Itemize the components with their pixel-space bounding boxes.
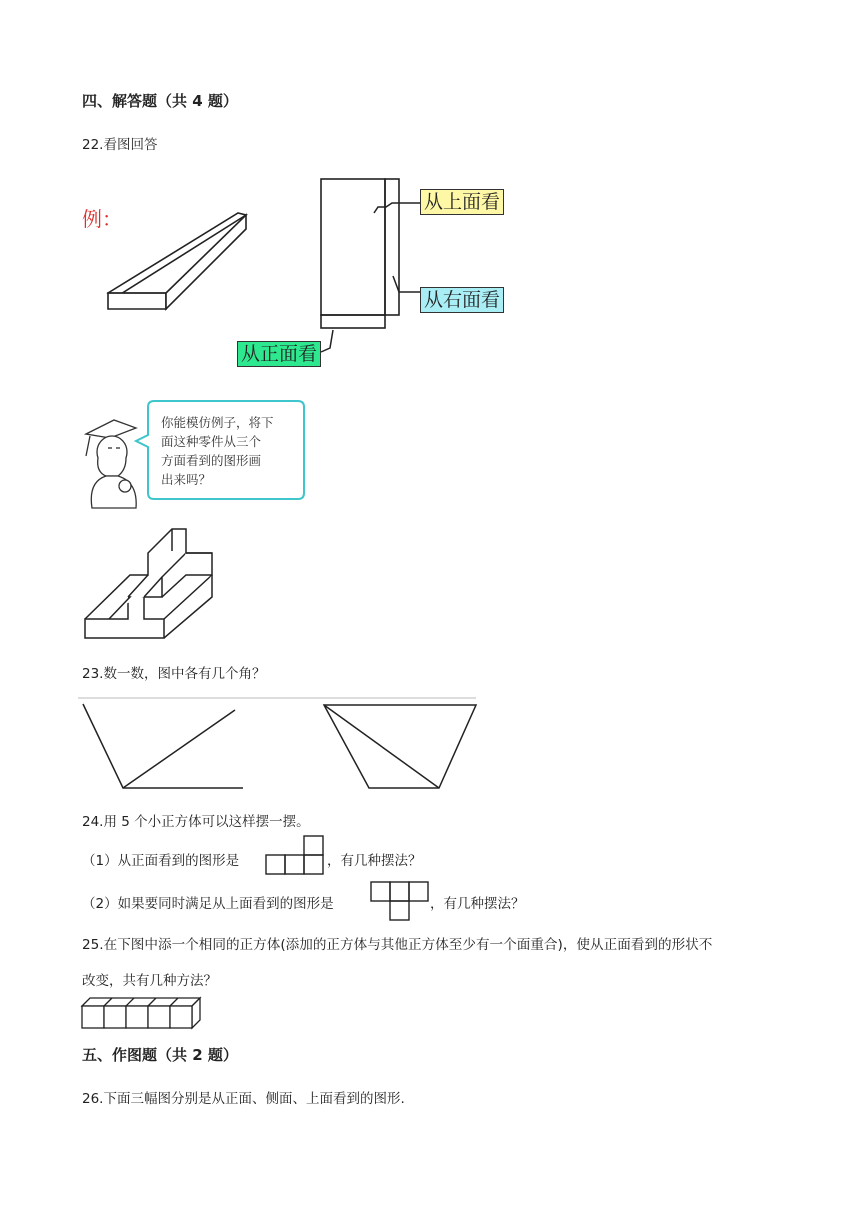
label-right-view (420, 287, 504, 313)
speech-line-2: 面这种零件从三个 (161, 434, 262, 449)
question-24-part-1-prefix: （1）从正面看到的图形是 (82, 853, 240, 869)
speech-line-3: 方面看到的图形画 (161, 453, 262, 468)
question-24-part-2-prefix: （2）如果要同时满足从上面看到的图形是 (82, 896, 334, 912)
speech-line-1: 你能模仿例子，将下 (161, 415, 274, 430)
front-view-small-grid (265, 834, 325, 876)
label-front-view-text: 从正面看 (241, 343, 318, 365)
question-25-line-1: 25.在下图中添一个相同的正方体(添加的正方体与其他正方体至少有一个面重合)，使从正面看到的形状不 (82, 937, 713, 953)
example-label: 例： (82, 207, 122, 231)
label-top-view-text: 从上面看 (424, 191, 501, 213)
cube-row-figure (80, 994, 210, 1034)
question-24-title: 24.用 5 个小正方体可以这样摆一摆。 (82, 814, 310, 830)
label-front-view (237, 341, 321, 367)
label-right-view-text: 从右面看 (424, 289, 501, 311)
section-5-heading: 五、作图题（共 2 题） (82, 1046, 238, 1064)
angles-figure (78, 696, 478, 796)
top-view-small-grid (370, 880, 430, 922)
question-26-title: 26.下面三幅图分别是从正面、侧面、上面看到的图形. (82, 1091, 405, 1107)
question-24-part-2-suffix: ，有几种摆法？ (430, 896, 525, 912)
question-25-line-2: 改变，共有几种方法？ (82, 973, 217, 989)
speech-bubble-text (161, 413, 274, 489)
step-part-figure (82, 525, 222, 645)
question-23-title: 23.数一数，图中各有几个角？ (82, 666, 266, 682)
section-4-heading: 四、解答题（共 4 题） (82, 92, 238, 110)
label-top-view (420, 189, 504, 215)
question-22-title: 22.看图回答 (82, 137, 158, 153)
speech-line-4: 出来吗？ (161, 472, 212, 487)
question-24-part-1-suffix: ，有几种摆法？ (327, 853, 422, 869)
